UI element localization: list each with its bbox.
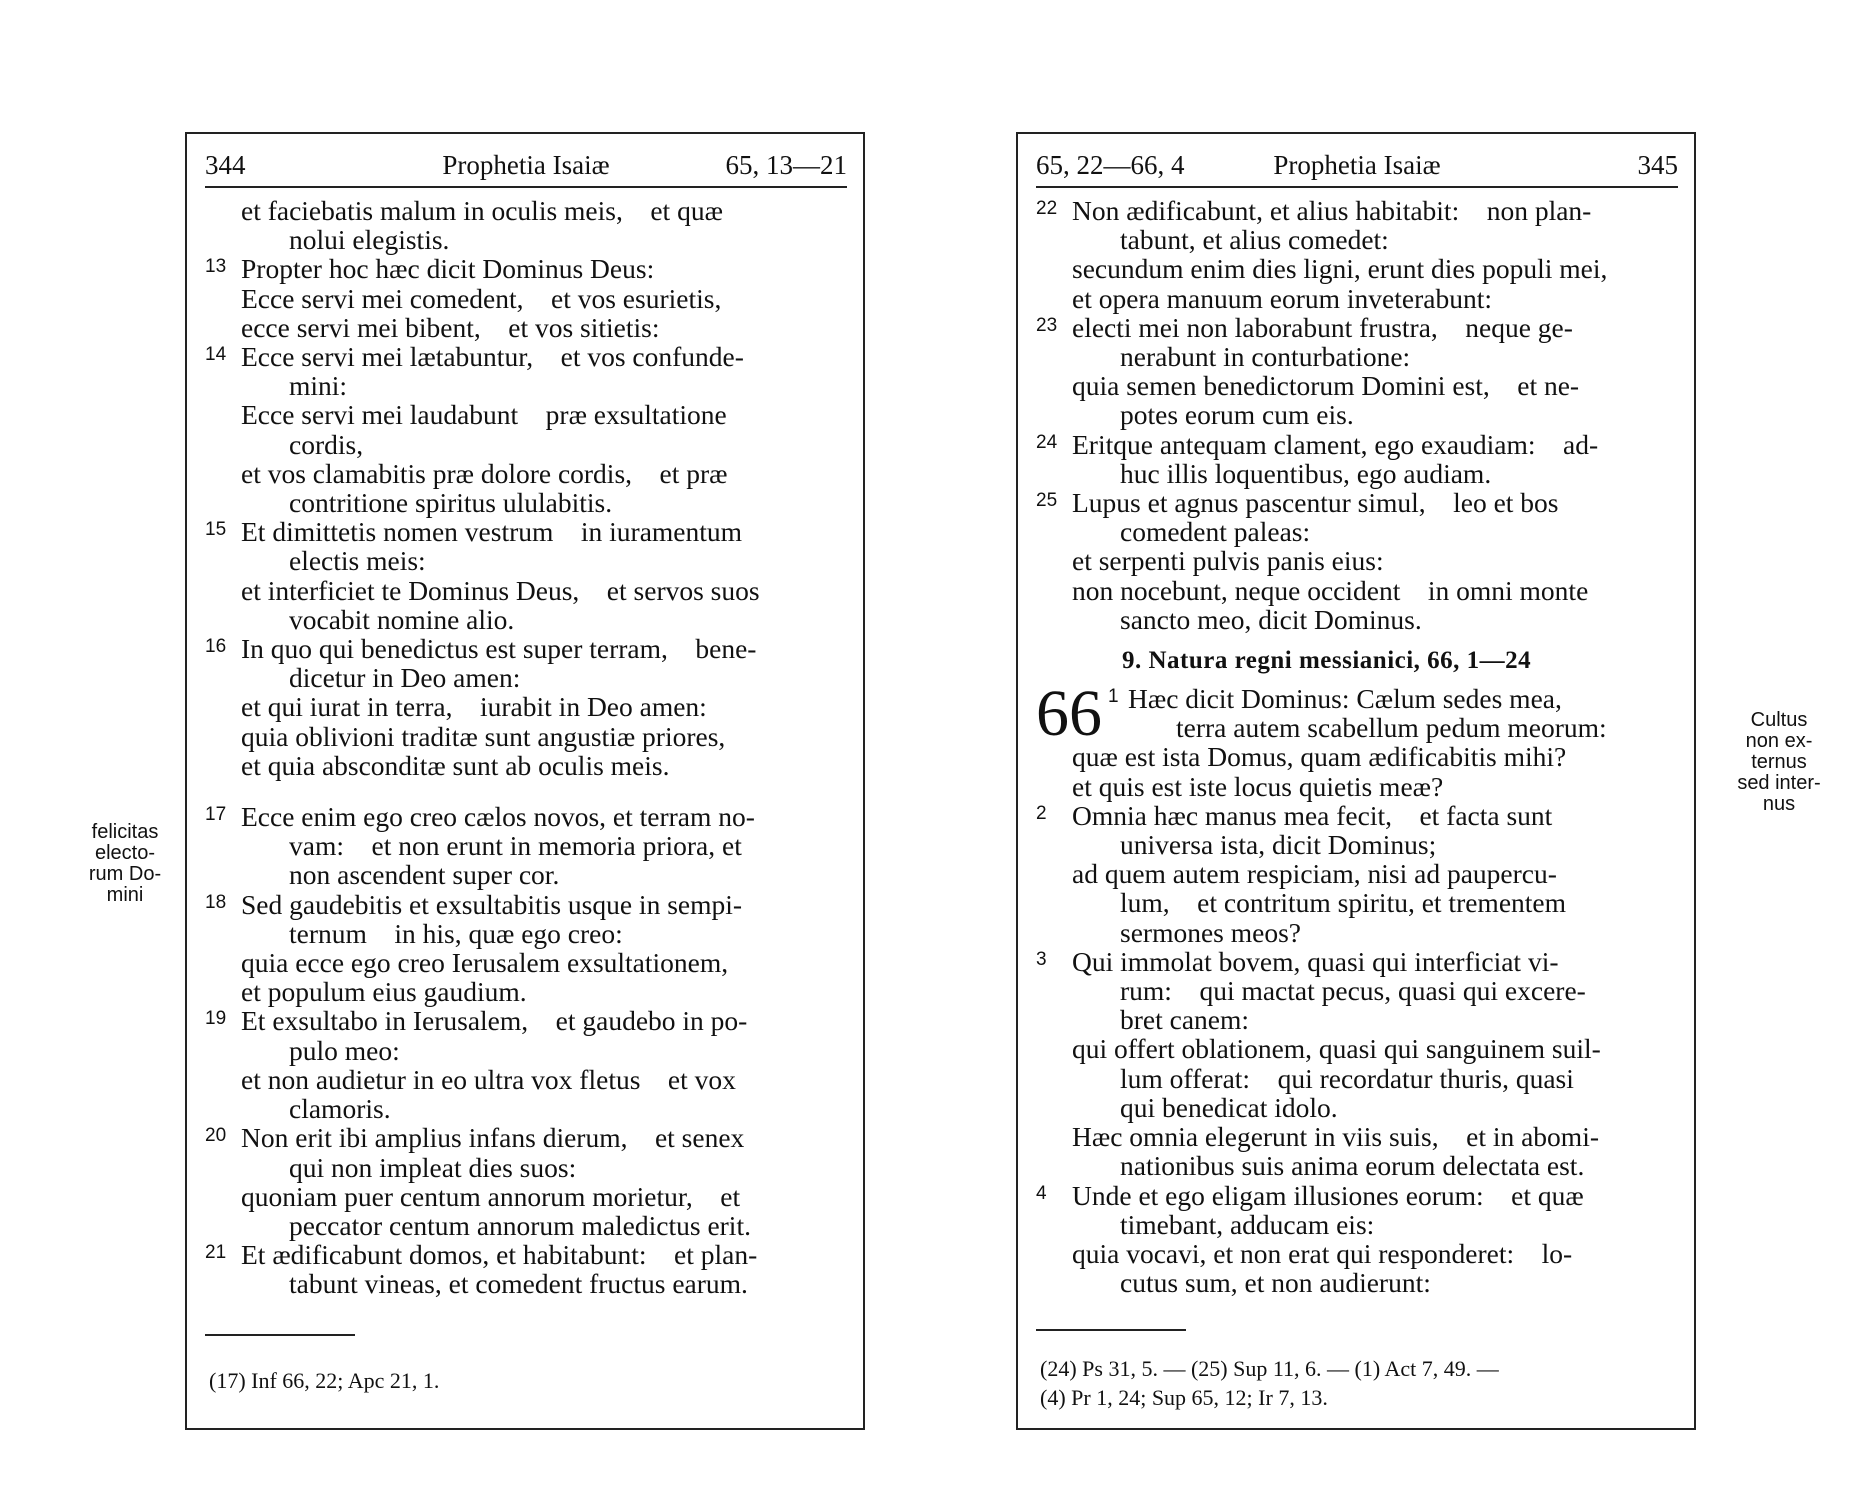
verse-line xyxy=(201,459,847,517)
verse-text: Eritque antequam clament, ego exaudiam: ad- xyxy=(1072,428,1599,460)
verse-line xyxy=(201,576,847,634)
verse-text: Ecce servi mei comedent, et vos esurietis, xyxy=(241,282,722,314)
verse-text: Ecce servi mei lætabuntur, et vos confunde- xyxy=(241,341,744,373)
verse-text: Ecce enim ego creo cælos novos, et terram no- xyxy=(241,801,755,833)
verse-number: 19 xyxy=(205,1008,227,1030)
chapter-verse-range: 65, 13—21 xyxy=(725,150,847,180)
verse-line xyxy=(201,284,847,313)
verse-block xyxy=(201,196,847,780)
margin-note-line: mini xyxy=(106,884,144,906)
verse-text: Lupus et agnus pascentur simul, leo et bos xyxy=(1072,487,1559,519)
text-body xyxy=(1032,196,1678,1297)
verse-continuation: terra autem scabellum pedum meorum: xyxy=(1176,712,1607,744)
verse-continuation: tabunt vineas, et comedent fructus earum. xyxy=(289,1268,748,1300)
verse-line xyxy=(1032,371,1678,429)
left-margin-note xyxy=(70,822,180,906)
verse-text: quia ecce ego creo Ierusalem exsultationem, xyxy=(241,947,729,979)
verse-continuation: sermones meos? xyxy=(1120,916,1301,948)
verse-text: quoniam puer centum annorum morietur, et xyxy=(241,1180,741,1212)
verse-continuation: sancto meo, dicit Dominus. xyxy=(1120,603,1422,635)
verse-line xyxy=(1032,947,1678,1005)
verse-text: quæ est ista Domus, quam ædificabitis mihi? xyxy=(1072,741,1567,773)
verse-block xyxy=(1032,677,1678,751)
margin-note-line: sed inter- xyxy=(1737,772,1821,794)
verse-line xyxy=(201,634,847,692)
verse-continuation: electis meis: xyxy=(289,545,426,577)
verse-text: Et ædificabunt domos, et habitabunt: et plan- xyxy=(241,1239,758,1271)
verse-line xyxy=(201,802,847,860)
verse-number: 4 xyxy=(1036,1182,1047,1204)
verse-line xyxy=(1082,684,1678,742)
verse-text: ecce servi mei bibent, et vos sitietis: xyxy=(241,311,660,343)
verse-continuation: ternum in his, quæ ego creo: xyxy=(289,917,623,949)
verse-text: et serpenti pulvis panis eius: xyxy=(1072,545,1384,577)
verse-text: et populum eius gaudium. xyxy=(241,976,527,1008)
verse-number: 3 xyxy=(1036,948,1047,970)
verse-number: 1 xyxy=(1108,686,1119,708)
verse-line xyxy=(1032,859,1678,917)
verse-text: non nocebunt, neque occident in omni monte xyxy=(1072,574,1589,606)
verse-line xyxy=(201,342,847,400)
verse-continuation: nolui elegistis. xyxy=(289,224,450,256)
verse-line xyxy=(201,1182,847,1240)
verse-continuation: timebant, adducam eis: xyxy=(1120,1208,1375,1240)
margin-note-line: electo- xyxy=(94,842,156,864)
verse-number: 17 xyxy=(205,804,227,826)
verse-continuation: bret canem: xyxy=(1120,1004,1250,1036)
verse-text: quia oblivioni traditæ sunt angustiæ priores, xyxy=(241,720,726,752)
verse-number: 23 xyxy=(1036,314,1058,336)
verse-line xyxy=(201,860,847,889)
verse-line xyxy=(201,517,847,575)
verse-line xyxy=(201,751,847,780)
verse-text: et opera manuum eorum inveterabunt: xyxy=(1072,282,1492,314)
verse-continuation: vam: et non erunt in memoria priora, et xyxy=(289,830,742,862)
verse-text: Hæc dicit Dominus: Cælum sedes mea, xyxy=(1128,683,1562,715)
chapter-opening xyxy=(1032,677,1678,751)
verse-text: electi mei non laborabunt frustra, neque ge- xyxy=(1072,311,1573,343)
verse-line xyxy=(1032,546,1678,575)
right-margin-note xyxy=(1724,710,1834,815)
margin-note-line: felicitas xyxy=(91,821,159,843)
verse-continuation: comedent paleas: xyxy=(1120,516,1311,548)
verse-number: 13 xyxy=(205,256,227,278)
verse-continuation: clamoris. xyxy=(289,1093,391,1125)
verse-continuation: peccator centum annorum maledictus erit. xyxy=(289,1209,751,1241)
verse-line xyxy=(1032,1239,1678,1297)
verse-line xyxy=(201,722,847,751)
verse-text: Ecce servi mei laudabunt præ exsultatione xyxy=(241,399,727,431)
verse-text: et quis est iste locus quietis meæ? xyxy=(1072,770,1444,802)
left-page xyxy=(185,132,865,1430)
verse-line xyxy=(1032,1181,1678,1239)
verse-line xyxy=(1032,313,1678,371)
verse-text: Propter hoc hæc dicit Dominus Deus: xyxy=(241,253,655,285)
verse-line xyxy=(201,313,847,342)
verse-number: 24 xyxy=(1036,431,1058,453)
verse-block xyxy=(201,802,847,1298)
footnote-line: (4) Pr 1, 24; Sup 65, 12; Ir 7, 13. xyxy=(1040,1385,1328,1410)
verse-continuation: cutus sum, et non audierunt: xyxy=(1120,1267,1431,1299)
verse-number: 21 xyxy=(205,1242,227,1264)
chapter-verse-range: 65, 22—66, 4 xyxy=(1036,150,1185,180)
verse-continuation: huc illis loquentibus, ego audiam. xyxy=(1120,457,1492,489)
verse-number: 18 xyxy=(205,891,227,913)
verse-block xyxy=(1032,196,1678,634)
verse-continuation: lum, et contritum spiritu, et trementem xyxy=(1120,887,1567,919)
verse-continuation: universa ista, dicit Dominus; xyxy=(1120,829,1437,861)
verse-line xyxy=(201,692,847,721)
verse-line xyxy=(201,1123,847,1181)
margin-note-line: ternus xyxy=(1751,751,1807,773)
footnote: (17) Inf 66, 22; Apc 21, 1. xyxy=(209,1368,440,1393)
margin-note-line: Cultus xyxy=(1750,709,1808,731)
verse-line xyxy=(1032,488,1678,546)
verse-line xyxy=(201,1240,847,1298)
verse-continuation: tabunt, et alius comedet: xyxy=(1120,224,1389,256)
footnote-line: (24) Ps 31, 5. — (25) Sup 11, 6. — (1) Act 7, 49. — xyxy=(1040,1356,1499,1381)
verse-continuation: qui benedicat idolo. xyxy=(1120,1091,1338,1123)
verse-number: 15 xyxy=(205,519,227,541)
text-body xyxy=(201,196,847,1299)
page-number: 345 xyxy=(1637,150,1678,180)
verse-text: Hæc omnia elegerunt in viis suis, et in abomi- xyxy=(1072,1121,1599,1153)
section-title: 9. Natura regni messianici, 66, 1—24 xyxy=(1122,647,1532,675)
verse-line xyxy=(1032,918,1678,947)
verse-number: 22 xyxy=(1036,198,1058,219)
chapter-number: 66 xyxy=(1036,677,1102,751)
verse-continuation: nerabunt in conturbatione: xyxy=(1120,341,1411,373)
verse-line xyxy=(1032,1093,1678,1122)
verse-continuation: contritione spiritus ululabitis. xyxy=(289,487,613,519)
running-title: Prophetia Isaiæ xyxy=(1273,150,1441,180)
verse-line xyxy=(1032,430,1678,488)
verse-text: secundum enim dies ligni, erunt dies populi mei, xyxy=(1072,253,1608,285)
verse-line xyxy=(201,948,847,977)
verse-continuation: nationibus suis anima eorum delectata est. xyxy=(1120,1150,1585,1182)
verse-number: 16 xyxy=(205,636,227,658)
margin-note-line: nus xyxy=(1762,793,1796,815)
verse-line xyxy=(201,1065,847,1123)
verse-text: Non erit ibi amplius infans dierum, et senex xyxy=(241,1122,745,1154)
footnote-rule xyxy=(205,1334,355,1336)
verse-number: 25 xyxy=(1036,490,1058,512)
verse-line xyxy=(1032,742,1678,771)
right-page xyxy=(1016,132,1696,1430)
page-header xyxy=(1036,144,1678,188)
verse-line xyxy=(1032,1034,1678,1092)
running-title: Prophetia Isaiæ xyxy=(442,150,610,180)
verse-text: Qui immolat bovem, quasi qui interficiat vi- xyxy=(1072,945,1559,977)
verse-line xyxy=(1032,254,1678,283)
verse-line xyxy=(201,890,847,948)
verse-text: et non audietur in eo ultra vox fletus et vox xyxy=(241,1063,736,1095)
footnote xyxy=(1040,1354,1678,1412)
verse-continuation: dicetur in Deo amen: xyxy=(289,662,521,694)
verse-continuation: vocabit nomine alio. xyxy=(289,603,515,635)
verse-block xyxy=(1032,742,1678,1297)
verse-text: Non ædificabunt, et alius habitabit: non plan- xyxy=(1072,195,1592,226)
margin-note-line: non ex- xyxy=(1745,730,1813,752)
verse-line xyxy=(201,196,847,254)
verse-text: et quia absconditæ sunt ab oculis meis. xyxy=(241,749,670,781)
verse-text: quia vocavi, et non erat qui responderet: lo- xyxy=(1072,1237,1573,1269)
verse-line xyxy=(201,254,847,283)
verse-continuation: lum offerat: qui recordatur thuris, quasi xyxy=(1120,1062,1574,1094)
verse-text: et qui iurat in terra, iurabit in Deo amen: xyxy=(241,691,707,723)
verse-line xyxy=(1032,1005,1678,1034)
verse-text: Et dimittetis nomen vestrum in iuramentum xyxy=(241,516,743,548)
verse-line xyxy=(201,400,847,458)
verse-text: In quo qui benedictus est super terram, bene- xyxy=(241,633,757,665)
verse-text: et faciebatis malum in oculis meis, et quæ xyxy=(241,195,723,226)
page-header xyxy=(205,144,847,188)
verse-text: Omnia hæc manus mea fecit, et facta sunt xyxy=(1072,799,1553,831)
verse-text: Unde et ego eligam illusiones eorum: et quæ xyxy=(1072,1179,1584,1211)
verse-line xyxy=(201,1006,847,1064)
verse-text: Et exsultabo in Ierusalem, et gaudebo in po- xyxy=(241,1005,748,1037)
footnote-rule xyxy=(1036,1329,1186,1331)
verse-line xyxy=(1032,196,1678,254)
verse-line xyxy=(1032,772,1678,801)
verse-line xyxy=(201,977,847,1006)
verse-line xyxy=(1032,1122,1678,1180)
verse-continuation: qui non impleat dies suos: xyxy=(289,1151,577,1183)
verse-line xyxy=(1032,284,1678,313)
verse-number: 14 xyxy=(205,344,227,366)
page-number: 344 xyxy=(205,150,246,180)
verse-continuation: rum: qui mactat pecus, quasi qui excere- xyxy=(1120,975,1586,1007)
verse-number: 20 xyxy=(205,1125,227,1147)
verse-text: ad quem autem respiciam, nisi ad paupercu- xyxy=(1072,858,1557,890)
verse-continuation: cordis, xyxy=(289,428,364,460)
verse-continuation: pulo meo: xyxy=(289,1034,400,1066)
verse-text: Sed gaudebitis et exsultabitis usque in sempi- xyxy=(241,888,743,920)
verse-text: qui offert oblationem, quasi qui sanguinem suil- xyxy=(1072,1033,1601,1065)
verse-line xyxy=(1032,576,1678,634)
verse-text: et vos clamabitis præ dolore cordis, et præ xyxy=(241,457,728,489)
verse-continuation: potes eorum cum eis. xyxy=(1120,399,1354,431)
verse-continuation: mini: xyxy=(289,370,348,402)
verse-number: 2 xyxy=(1036,802,1047,824)
verse-text: et interficiet te Dominus Deus, et servos suos xyxy=(241,574,760,606)
margin-note-line: rum Do- xyxy=(88,863,162,885)
verse-line xyxy=(1032,801,1678,859)
verse-continuation: non ascendent super cor. xyxy=(289,859,560,891)
verse-text: quia semen benedictorum Domini est, et ne- xyxy=(1072,370,1580,402)
